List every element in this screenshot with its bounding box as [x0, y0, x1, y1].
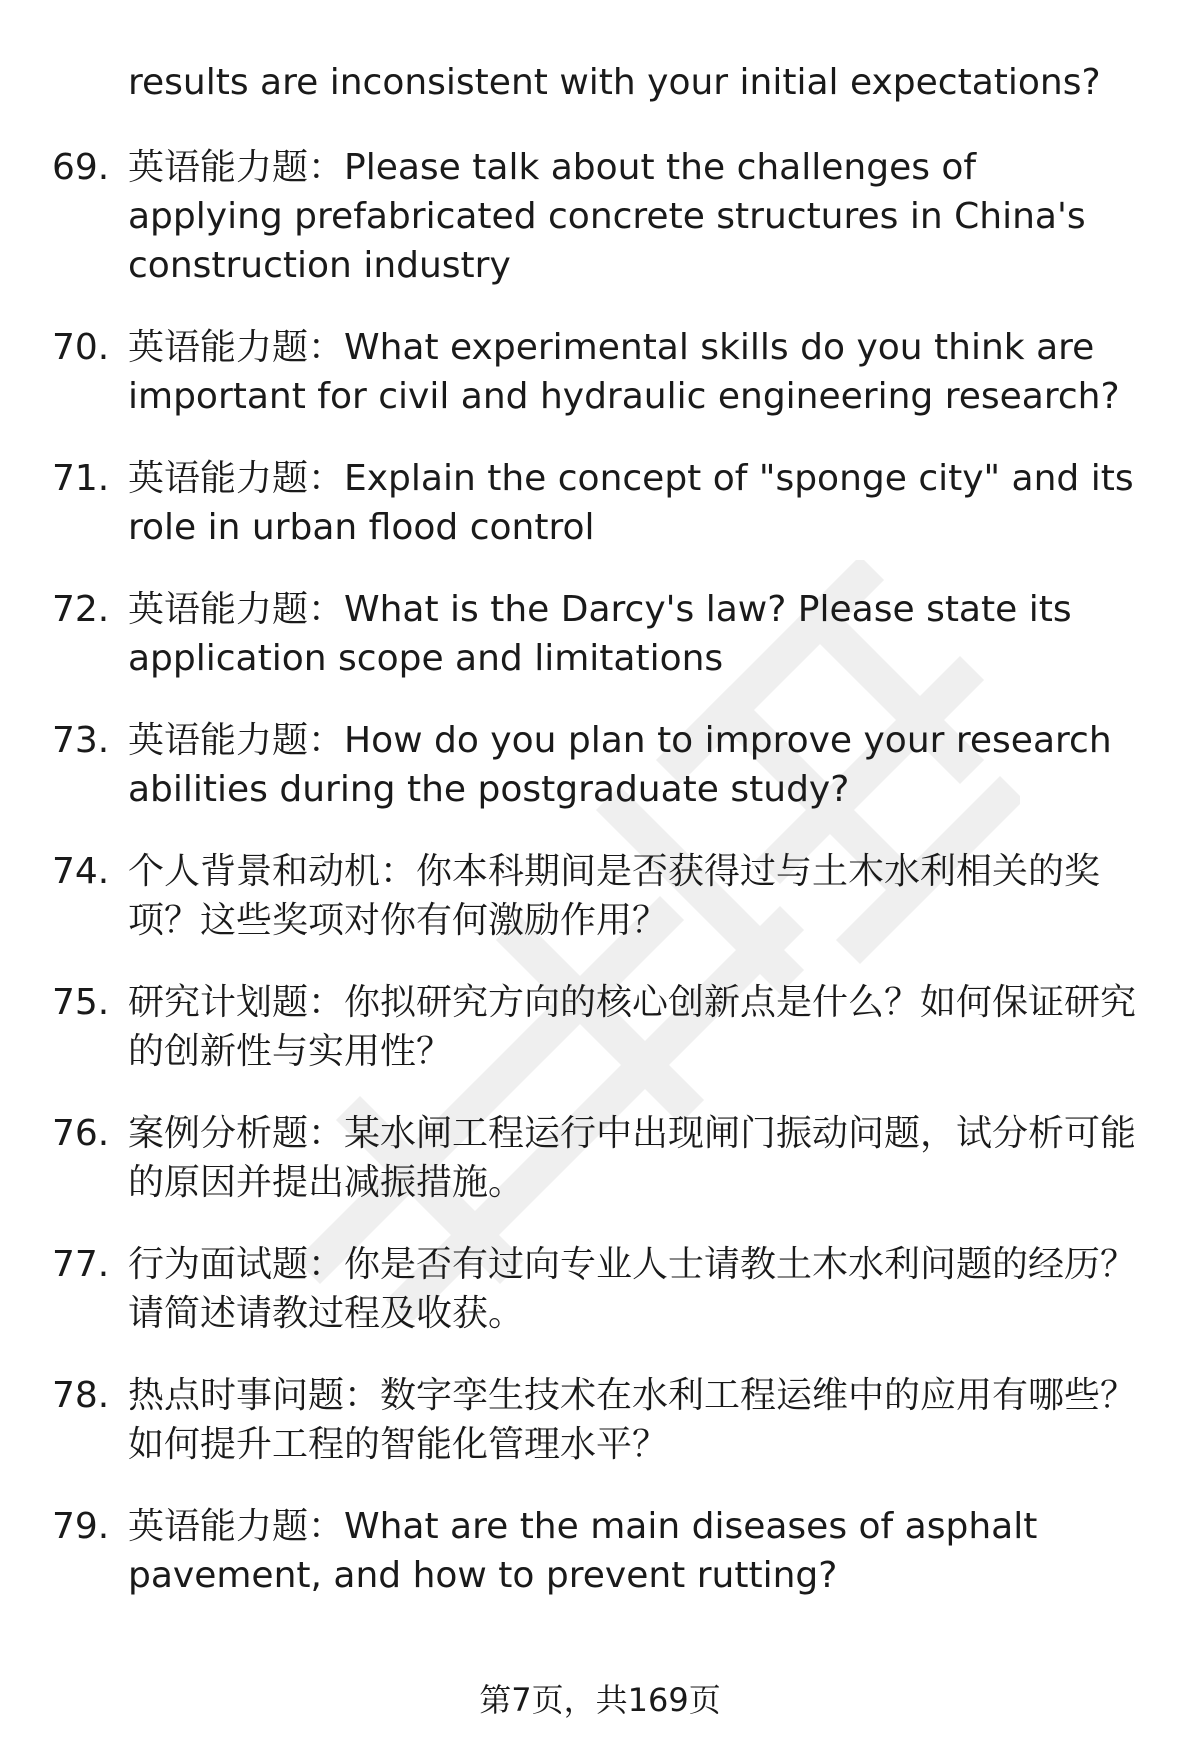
page-footer: 第7页，共169页 — [479, 1681, 721, 1719]
question-number: 77. — [52, 1244, 110, 1285]
question-text: 行为面试题：你是否有过向专业人士请教土木水利问题的经历？请简述请教过程及收获。 — [128, 1244, 1137, 1334]
list-item — [0, 323, 1200, 421]
question-text: 英语能力题：Explain the concept of "sponge city" and its role in urban flood control — [128, 458, 1134, 548]
question-number: 72. — [52, 589, 110, 630]
question-text: 英语能力题：How do you plan to improve your research abilities during the postgraduate study? — [128, 720, 1112, 810]
question-number: 73. — [52, 720, 110, 761]
list-item — [0, 716, 1200, 814]
list-item — [0, 143, 1200, 290]
list-item — [0, 1109, 1200, 1207]
list-item — [0, 1371, 1200, 1469]
question-number: 79. — [52, 1506, 110, 1547]
question-number: 75. — [52, 982, 110, 1023]
continuation-text: results are inconsistent with your initial expectations? — [128, 62, 1101, 103]
list-item — [0, 978, 1200, 1076]
question-number: 71. — [52, 458, 110, 499]
question-text: 研究计划题：你拟研究方向的核心创新点是什么？如何保证研究的创新性与实用性？ — [128, 982, 1137, 1072]
question-text: 英语能力题：What are the main diseases of asphalt pavement, and how to prevent rutting? — [128, 1506, 1038, 1596]
question-number: 70. — [52, 327, 110, 368]
question-number: 69. — [52, 147, 110, 188]
list-item — [0, 847, 1200, 945]
question-number: 74. — [52, 851, 110, 892]
question-text: 英语能力题：What is the Darcy's law? Please state its application scope and limitations — [128, 589, 1072, 679]
question-text: 个人背景和动机：你本科期间是否获得过与土木水利相关的奖项？这些奖项对你有何激励作用？ — [128, 851, 1101, 941]
question-number: 76. — [52, 1113, 110, 1154]
list-item — [0, 454, 1200, 552]
list-item — [0, 1502, 1200, 1600]
question-number: 78. — [52, 1375, 110, 1416]
question-text: 英语能力题：What experimental skills do you think are important for civil and hydraulic engineering research? — [128, 327, 1120, 417]
question-text: 热点时事问题：数字孪生技术在水利工程运维中的应用有哪些？如何提升工程的智能化管理水平？ — [128, 1375, 1137, 1465]
question-text: 英语能力题：Please talk about the challenges of applying prefabricated concrete structures in China's construction industry — [128, 147, 1086, 286]
question-text: 案例分析题：某水闸工程运行中出现闸门振动问题，试分析可能的原因并提出减振措施。 — [128, 1113, 1137, 1203]
list-item — [0, 1240, 1200, 1338]
list-item — [0, 585, 1200, 683]
question-list — [0, 143, 1200, 1633]
